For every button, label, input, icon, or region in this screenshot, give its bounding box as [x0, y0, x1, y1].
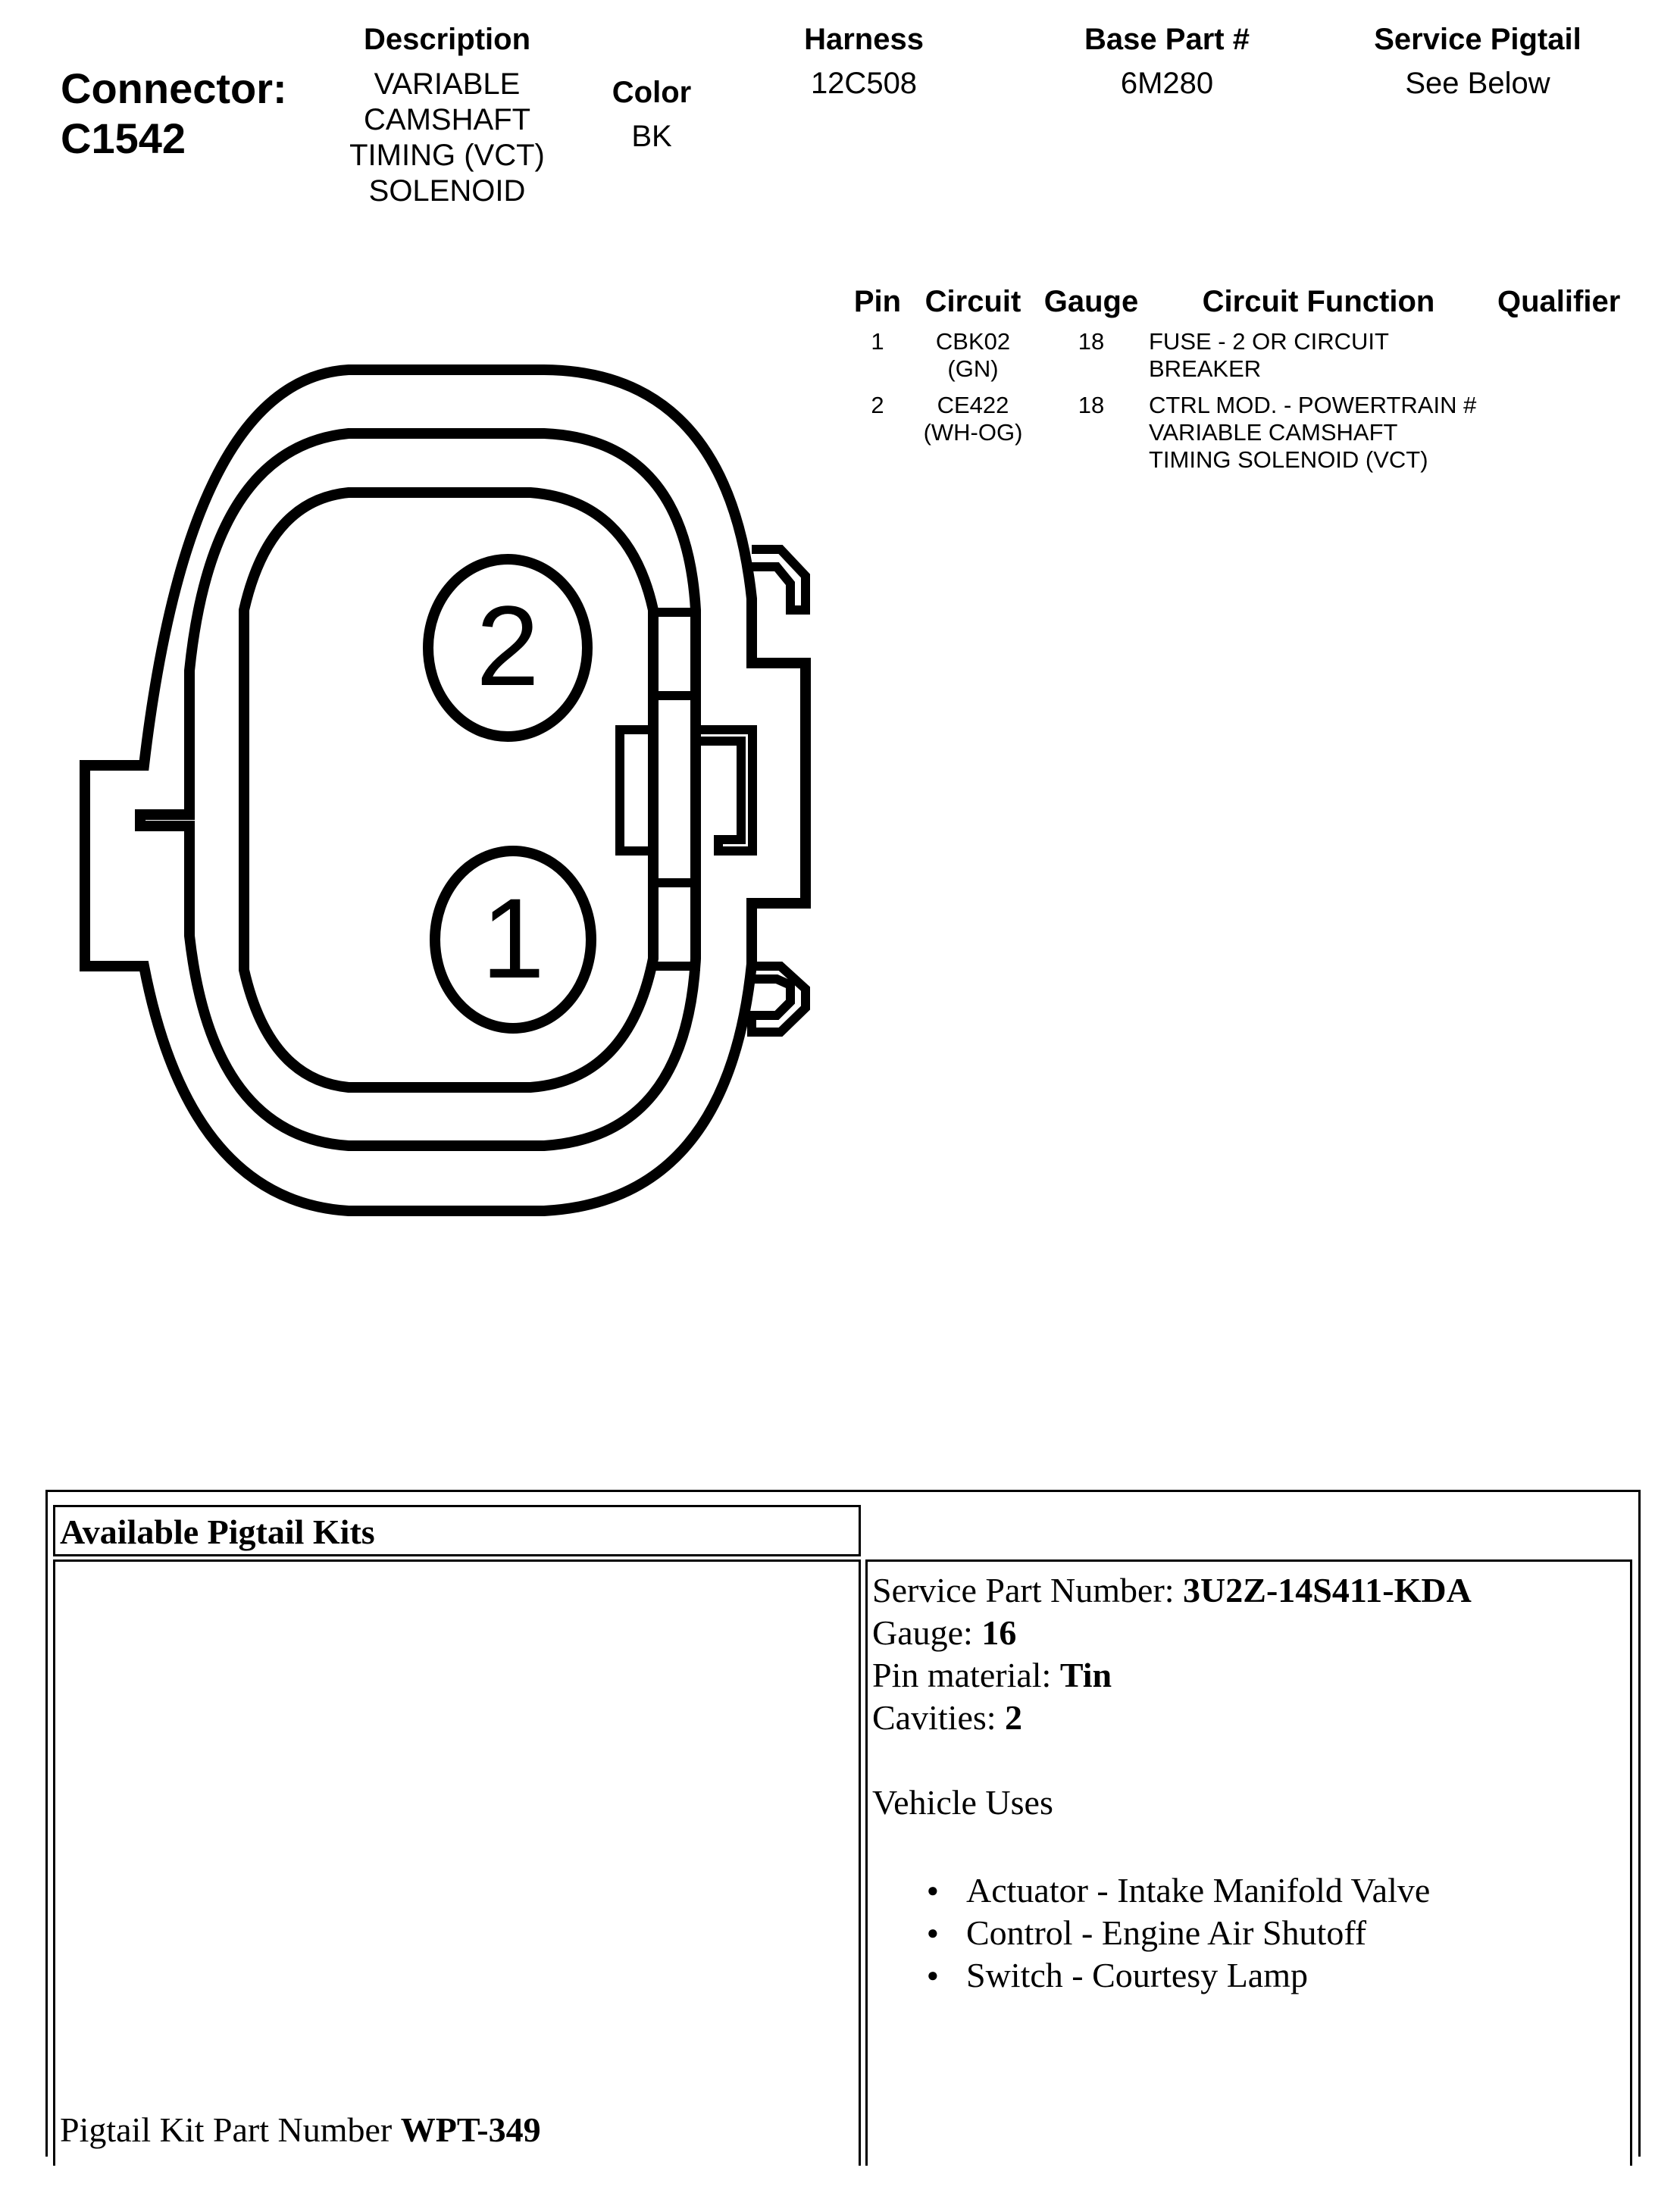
- service-part-label: Service Part Number:: [872, 1571, 1184, 1609]
- kit-part-label: Pigtail Kit Part Number: [60, 2110, 401, 2149]
- function-line: BREAKER: [1149, 355, 1262, 382]
- description-header: Description: [363, 23, 531, 56]
- color-value: BK: [631, 120, 672, 153]
- circuit-cell: [915, 392, 1031, 446]
- pigtail-heading-cell: [53, 1505, 861, 1556]
- vehicle-use-text: Control - Engine Air Shutoff: [966, 1913, 1367, 1952]
- circuit-color: (GN): [947, 355, 999, 382]
- pigtail-heading: Available Pigtail Kits: [60, 1512, 375, 1551]
- bullet-icon: ●: [927, 1879, 939, 1901]
- list-item: [872, 1954, 1472, 1997]
- pigtail-details-cell: [865, 1559, 1632, 2166]
- pigtail-details: [872, 1569, 1472, 1997]
- function-line: CTRL MOD. - POWERTRAIN #: [1149, 392, 1477, 418]
- circuit-function-cell: [1149, 392, 1476, 474]
- connector-label: Connector:: [61, 64, 287, 112]
- pin-material-label: Pin material:: [872, 1656, 1060, 1694]
- circuit-function-cell: [1149, 328, 1389, 383]
- circuit-function-header: Circuit Function: [1202, 285, 1435, 318]
- pin-number: 2: [871, 392, 884, 418]
- pin-label-2: 2: [476, 582, 540, 709]
- gauge-value: 16: [981, 1613, 1017, 1652]
- circuit-id: CE422: [937, 392, 1009, 418]
- gauge-cell: 18: [1078, 392, 1105, 418]
- color-header: Color: [612, 76, 692, 109]
- latch-upper-slot: [653, 612, 696, 696]
- base-part-header: Base Part #: [1084, 23, 1250, 56]
- pin-cavity-2: [428, 559, 587, 737]
- pigtail-frame-left: [45, 1490, 48, 2157]
- gauge-label: Gauge:: [872, 1613, 982, 1652]
- vehicle-use-text: Switch - Courtesy Lamp: [966, 1956, 1308, 1994]
- upper-lock-tab: [752, 549, 806, 610]
- qualifier-header: Qualifier: [1497, 285, 1621, 318]
- gauge-cell: 18: [1078, 328, 1105, 355]
- vehicle-uses-label: Vehicle Uses: [872, 1783, 1053, 1822]
- latch-right-tab: [696, 730, 752, 851]
- base-part-value: 6M280: [1120, 67, 1214, 100]
- bullet-icon: ●: [927, 1922, 939, 1944]
- pin-material-row: [872, 1654, 1472, 1697]
- function-line: TIMING SOLENOID (VCT): [1149, 446, 1428, 473]
- circuit-header: Circuit: [924, 285, 1021, 318]
- pigtail-kit-part-number: [60, 2109, 541, 2151]
- cavities-label: Cavities:: [872, 1698, 1006, 1737]
- cavities-value: 2: [1005, 1698, 1023, 1737]
- service-pigtail-value: See Below: [1405, 67, 1550, 100]
- description-line: VARIABLE: [374, 67, 521, 101]
- gauge-header: Gauge: [1043, 285, 1139, 318]
- vehicle-uses-list: [872, 1869, 1472, 1997]
- latch-center-body: [653, 696, 696, 883]
- pin-label-1: 1: [481, 874, 545, 1002]
- description-line: TIMING (VCT): [349, 139, 545, 172]
- function-line: FUSE - 2 OR CIRCUIT: [1149, 328, 1389, 355]
- description-line: SOLENOID: [368, 174, 526, 208]
- harness-header: Harness: [804, 23, 924, 56]
- vehicle-use-text: Actuator - Intake Manifold Valve: [966, 1871, 1431, 1910]
- connector-middle-ring: [140, 433, 696, 1146]
- pin-material-value: Tin: [1059, 1656, 1112, 1694]
- harness-value: 12C508: [810, 67, 918, 100]
- pin-header: Pin: [853, 285, 902, 318]
- description-line: CAMSHAFT: [364, 103, 530, 136]
- connector-face-diagram: [0, 0, 834, 1243]
- list-item: [872, 1869, 1472, 1912]
- kit-part-value: WPT-349: [400, 2110, 541, 2149]
- pin-cavity-1: [435, 851, 591, 1028]
- lower-lock-tab: [752, 966, 806, 1032]
- pin-number: 1: [871, 328, 884, 355]
- pigtail-frame-top: [45, 1490, 1641, 1492]
- circuit-color: (WH-OG): [923, 419, 1023, 446]
- bullet-icon: ●: [927, 1964, 939, 1986]
- gauge-row: [872, 1612, 1472, 1654]
- service-pigtail-header: Service Pigtail: [1374, 23, 1581, 56]
- circuit-cell: [915, 328, 1031, 383]
- service-part-number: [872, 1569, 1472, 1612]
- connector-id: C1542: [61, 114, 186, 162]
- function-line: VARIABLE CAMSHAFT: [1149, 419, 1398, 446]
- pigtail-image-cell: [53, 1559, 861, 2166]
- latch-lower-slot: [653, 883, 696, 966]
- list-item: [872, 1912, 1472, 1954]
- service-part-value: 3U2Z-14S411-KDA: [1183, 1571, 1472, 1609]
- cavities-row: [872, 1697, 1472, 1739]
- circuit-id: CBK02: [935, 328, 1011, 355]
- pigtail-frame-right: [1638, 1490, 1641, 2157]
